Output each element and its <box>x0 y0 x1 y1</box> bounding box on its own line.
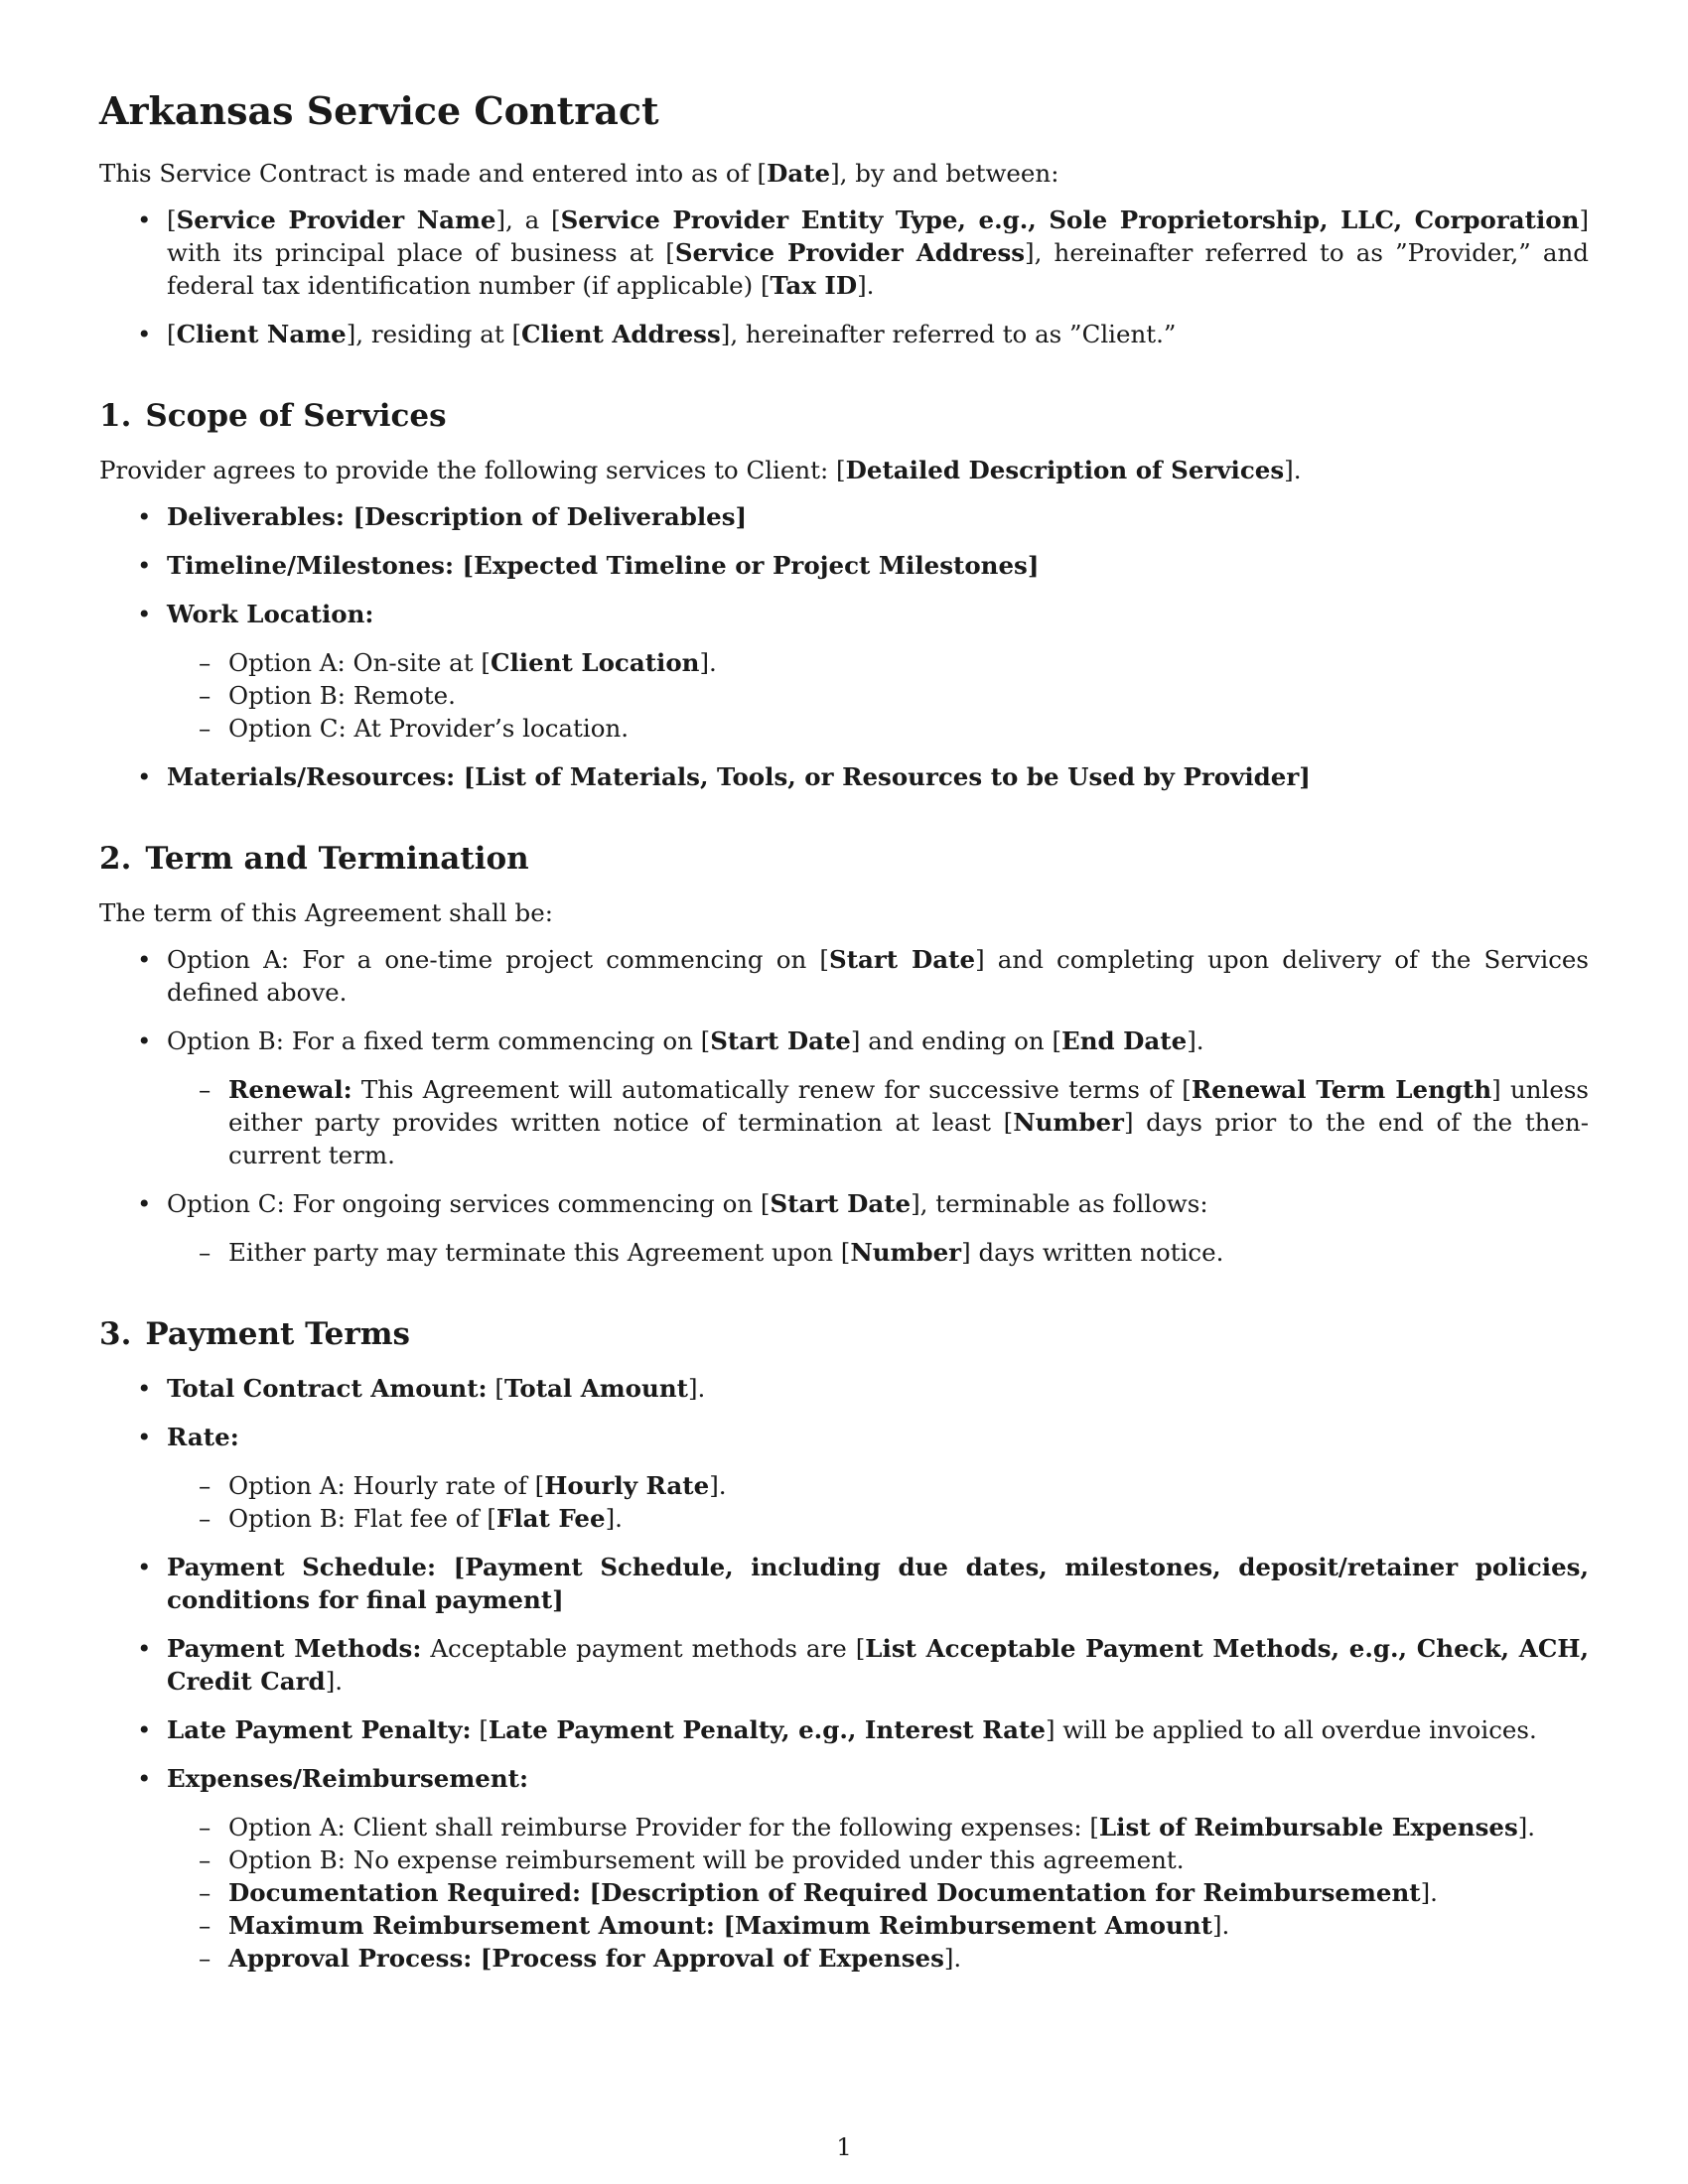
party-text: ], hereinafter referred to as ”Provider,” and federal tax identification number (if applicable) [ <box>167 238 1589 300</box>
renewal-label: Renewal: <box>228 1075 352 1104</box>
methods-label: Payment Methods: <box>167 1634 422 1663</box>
option-text: Option A: Client shall reimburse Provider for the following expenses: [ <box>228 1813 1099 1842</box>
deliverables-text: Deliverables: [Description of Deliverables] <box>167 502 748 531</box>
section-3-heading <box>99 1314 1589 1354</box>
total-label: Total Contract Amount: <box>167 1374 488 1403</box>
timeline-text: Timeline/Milestones: [Expected Timeline or Project Milestones] <box>167 551 1040 580</box>
party-text: ], hereinafter referred to as ”Client.” <box>720 320 1177 348</box>
rate-item <box>167 1421 1589 1535</box>
parties-list <box>99 204 1589 350</box>
party-text: ], residing at [ <box>346 320 522 348</box>
bracket: [ <box>471 1715 489 1744</box>
option-text-end: ]. <box>699 648 717 677</box>
section-number: 1. <box>99 398 132 434</box>
expenses-label: Expenses/Reimbursement: <box>167 1764 529 1793</box>
section-1-heading <box>99 396 1589 436</box>
expenses-item <box>167 1762 1589 1975</box>
termination-text: ] days written notice. <box>961 1238 1224 1267</box>
section-number: 2. <box>99 841 132 877</box>
rate-options <box>167 1469 1589 1535</box>
tax-id-placeholder: Tax ID <box>770 271 858 300</box>
number-placeholder: Number <box>850 1238 962 1267</box>
intro-text-end: ], by and between: <box>830 159 1059 188</box>
provider-address-placeholder: Service Provider Address <box>674 238 1026 267</box>
renewal-list <box>167 1073 1589 1171</box>
approval-text: Approval Process: [Process for Approval of Expenses <box>228 1944 944 1973</box>
section-number: 3. <box>99 1316 132 1352</box>
end-date-placeholder: End Date <box>1061 1026 1188 1055</box>
late-penalty-item <box>167 1713 1589 1746</box>
section-2-list <box>99 943 1589 1269</box>
bracket: ]. <box>1211 1911 1230 1940</box>
expense-option-a <box>228 1811 1589 1843</box>
party-text: ]. <box>857 271 875 300</box>
section-1-list <box>99 500 1589 793</box>
option-text: Option A: On-site at [ <box>228 648 491 677</box>
methods-text: Acceptable payment methods are [ <box>421 1634 866 1663</box>
payment-schedule-item <box>167 1551 1589 1616</box>
expense-option-b: – Option B: No expense reimbursement will be provided under this agreement. <box>228 1843 1589 1876</box>
bracket: [ <box>487 1374 504 1403</box>
flat-fee-placeholder: Flat Fee <box>495 1504 606 1533</box>
bracket: ]. <box>1420 1878 1438 1907</box>
termination-text: Either party may terminate this Agreement upon [ <box>228 1238 851 1267</box>
total-amount-item <box>167 1372 1589 1405</box>
rate-option-a <box>228 1469 1589 1502</box>
provider-entity-placeholder: Service Provider Entity Type, e.g., Sole Proprietorship, LLC, Corporation <box>560 205 1580 234</box>
maximum-reimbursement <box>228 1909 1589 1942</box>
payment-methods-item <box>167 1632 1589 1698</box>
option-text-end: ] and completing upon delivery of the Services defined above. <box>167 945 1589 1007</box>
term-option-b <box>167 1024 1589 1171</box>
work-location-item <box>167 598 1589 745</box>
deliverables-item <box>167 500 1589 533</box>
client-location-placeholder: Client Location <box>491 648 700 677</box>
party-text: ], a [ <box>495 205 561 234</box>
client-name-placeholder: Client Name <box>176 320 347 348</box>
option-text: ] and ending on [ <box>850 1026 1062 1055</box>
late-label: Late Payment Penalty: <box>167 1715 472 1744</box>
option-text-end: ]. <box>1187 1026 1204 1055</box>
materials-text: Materials/Resources: [List of Materials, Tools, or Resources to be Used by Provider] <box>167 762 1311 791</box>
start-date-placeholder: Start Date <box>710 1026 851 1055</box>
term-option-c <box>167 1187 1589 1269</box>
renewal-text: ] days prior to the end of the then-current term. <box>228 1108 1590 1169</box>
materials-item <box>167 760 1589 793</box>
section-title: Scope of Services <box>145 398 447 434</box>
renewal-text: ] unless either party provides written notice of termination at least [ <box>228 1075 1590 1137</box>
payment-schedule-text: Payment Schedule: [Payment Schedule, including due dates, milestones, deposit/retainer policies, conditions for final payment] <box>167 1553 1589 1614</box>
location-option-c: – Option C: At Provider’s location. <box>228 712 1589 745</box>
renewal-item <box>228 1073 1589 1171</box>
late-penalty-placeholder: Late Payment Penalty, e.g., Interest Rate <box>488 1715 1046 1744</box>
bracket: ]. <box>943 1944 962 1973</box>
party-text: ] with its principal place of business at [ <box>167 205 1589 267</box>
bracket: ]. <box>687 1374 706 1403</box>
party-client <box>167 318 1589 350</box>
reimbursable-expenses-placeholder: List of Reimbursable Expenses <box>1098 1813 1518 1842</box>
document-title: Arkansas Service Contract <box>99 88 659 133</box>
section-3-list <box>99 1372 1589 1975</box>
intro-text: This Service Contract is made and entered into as of [ <box>99 159 768 188</box>
bracket: [ <box>167 320 177 348</box>
rate-label: Rate: <box>167 1423 239 1451</box>
renewal-term-placeholder: Renewal Term Length <box>1191 1075 1492 1104</box>
date-placeholder: Date <box>767 159 831 188</box>
expenses-options <box>167 1811 1589 1975</box>
documentation-text: Documentation Required: [Description of Required Documentation for Reimbursement <box>228 1878 1421 1907</box>
renewal-text: This Agreement will automatically renew for successive terms of [ <box>352 1075 1192 1104</box>
hourly-rate-placeholder: Hourly Rate <box>544 1471 710 1500</box>
option-text-end: ]. <box>709 1471 727 1500</box>
services-placeholder: Detailed Description of Services <box>845 456 1285 484</box>
intro-text: Provider agrees to provide the following services to Client: [ <box>99 456 846 484</box>
number-placeholder: Number <box>1013 1108 1124 1137</box>
approval-process <box>228 1942 1589 1975</box>
party-provider <box>167 204 1589 302</box>
location-option-a <box>228 646 1589 679</box>
bracket: [ <box>167 205 177 234</box>
documentation-required <box>228 1876 1589 1909</box>
option-text-end: ]. <box>1517 1813 1536 1842</box>
section-title: Term and Termination <box>145 841 529 877</box>
section-2-heading <box>99 839 1589 879</box>
termination-item <box>228 1236 1589 1269</box>
work-location-options <box>167 646 1589 745</box>
bracket: ]. <box>325 1667 344 1696</box>
methods-placeholder: List Acceptable Payment Methods, e.g., Check, ACH, Credit Card <box>167 1634 1589 1696</box>
client-address-placeholder: Client Address <box>521 320 721 348</box>
total-amount-placeholder: Total Amount <box>503 1374 688 1403</box>
document-page <box>99 87 1589 1990</box>
start-date-placeholder: Start Date <box>770 1189 912 1218</box>
location-option-b: – Option B: Remote. <box>228 679 1589 712</box>
late-text: ] will be applied to all overdue invoices. <box>1045 1715 1537 1744</box>
section-1-intro <box>99 454 1589 486</box>
timeline-item <box>167 549 1589 582</box>
option-text: Option B: For a fixed term commencing on [ <box>167 1026 711 1055</box>
intro-paragraph <box>99 157 1589 190</box>
rate-option-b <box>228 1502 1589 1535</box>
option-text: Option B: Flat fee of [ <box>228 1504 496 1533</box>
option-text: Option C: For ongoing services commencing on [ <box>167 1189 771 1218</box>
term-option-a <box>167 943 1589 1009</box>
intro-text-end: ]. <box>1284 456 1302 484</box>
start-date-placeholder: Start Date <box>829 945 976 974</box>
option-text-end: ], terminable as follows: <box>911 1189 1208 1218</box>
section-2-intro: The term of this Agreement shall be: <box>99 898 553 927</box>
option-text: Option A: For a one-time project commencing on [ <box>167 945 829 974</box>
work-location-label: Work Location: <box>167 600 374 628</box>
provider-name-placeholder: Service Provider Name <box>176 205 496 234</box>
termination-list <box>167 1236 1589 1269</box>
section-title: Payment Terms <box>145 1316 410 1352</box>
maximum-text: Maximum Reimbursement Amount: [Maximum Reimbursement Amount <box>228 1911 1212 1940</box>
page-number: 1 <box>836 2132 852 2161</box>
option-text: Option A: Hourly rate of [ <box>228 1471 545 1500</box>
option-text-end: ]. <box>605 1504 623 1533</box>
